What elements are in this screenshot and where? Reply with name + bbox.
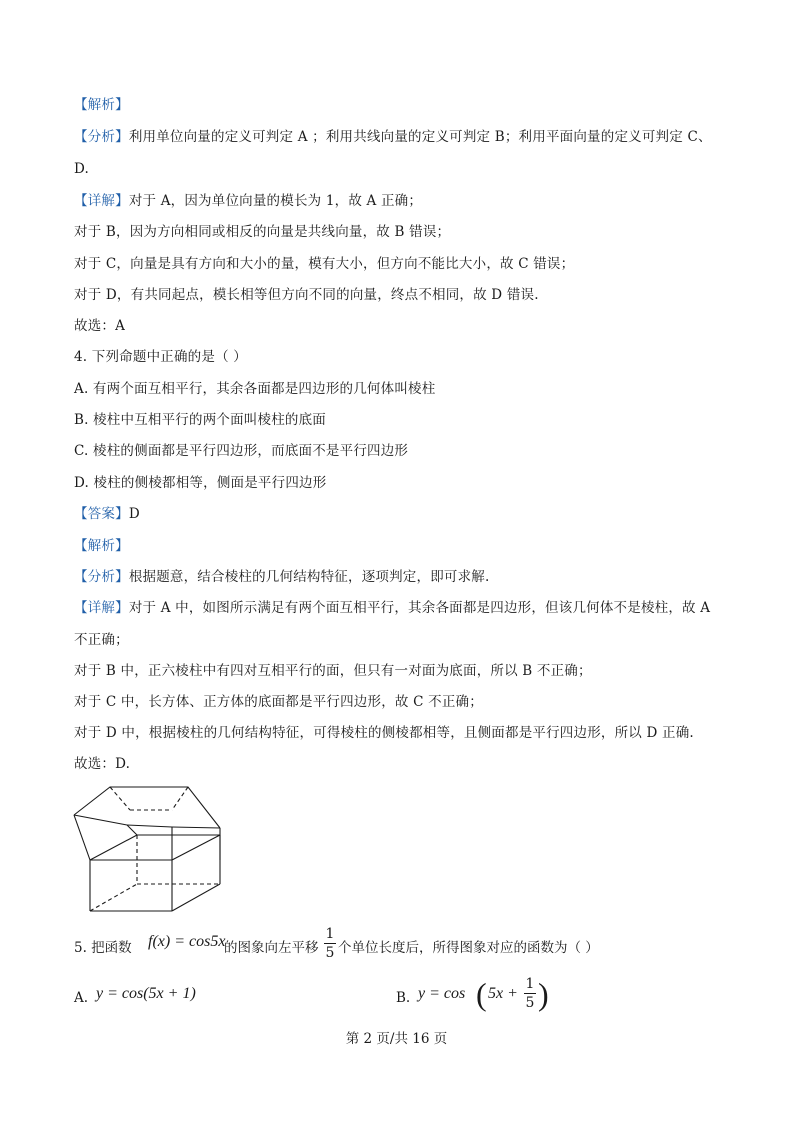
line-0 xyxy=(74,96,129,114)
answer-line: 【答案】D xyxy=(74,506,140,522)
line-1: 【分析】利用单位向量的定义可判定 A ；利用共线向量的定义可判定 B；利用平面向量的定义可判定 C、 xyxy=(74,129,712,145)
line-19: 对于 C 中，长方体、正方体的底面都是平行四边形，故 C 不正确； xyxy=(74,694,483,710)
solid-figure xyxy=(70,780,230,915)
question-4-stem: 4. 下列命题中正确的是（ ） xyxy=(74,349,247,365)
section-tag: 【答案】 xyxy=(74,506,129,522)
section-tag: 【解析】 xyxy=(74,538,129,554)
question-4-option-d: D. 棱柱的侧棱都相等，侧面是平行四边形 xyxy=(74,475,327,491)
section-tag: 【详解】 xyxy=(74,600,129,616)
line-3: 【详解】对于 A，因为单位向量的模长为 1，故 A 正确； xyxy=(74,193,423,209)
question-5-option-b: B. y = cos ( 5x + 1 5 ) xyxy=(396,976,549,1012)
option-b-expression: y = cos xyxy=(418,985,466,1002)
section-tag: 【解析】 xyxy=(74,97,129,113)
line-2: D. xyxy=(74,161,90,177)
question-5-stem: 5. 把函数 f(x) = cos5x 的图象向左平移 1 5 个单位长度后，所得图象对应的函数为（ ） xyxy=(74,926,599,961)
section-tag: 【分析】 xyxy=(74,569,129,585)
line-15: 【分析】根据题意，结合棱柱的几何结构特征，逐项判定，即可求解. xyxy=(74,569,490,585)
question-5-option-a: A. y = cos(5x + 1) xyxy=(74,985,196,1006)
question-4-option-b: B. 棱柱中互相平行的两个面叫棱柱的底面 xyxy=(74,412,327,428)
line-18: 对于 B 中，正六棱柱中有四对互相平行的面，但只有一对面为底面，所以 B 不正确； xyxy=(74,663,592,679)
question-4-option-a: A. 有两个面互相平行，其余各面都是四边形的几何体叫棱柱 xyxy=(74,381,436,397)
line-14 xyxy=(74,537,129,555)
shift-fraction: 1 5 xyxy=(325,926,335,961)
function-expression: f(x) = cos5x xyxy=(148,933,226,950)
line-6: 对于 D，有共同起点，模长相等但方向不同的向量，终点不相同，故 D 错误. xyxy=(74,287,539,303)
section-tag: 【详解】 xyxy=(74,193,129,209)
line-4: 对于 B，因为方向相同或相反的向量是共线向量，故 B 错误； xyxy=(74,224,451,240)
line-7: 故选：A xyxy=(74,318,126,334)
non-prism-solid-diagram xyxy=(70,780,230,915)
line-5: 对于 C，向量是具有方向和大小的量，模有大小，但方向不能比大小，故 C 错误； xyxy=(74,256,575,272)
page-number: 第 2 页/共 16 页 xyxy=(345,1031,448,1047)
line-16: 【详解】对于 A 中，如图所示满足有两个面互相平行，其余各面都是四边形，但该几何体不是棱柱，故 A xyxy=(74,600,711,616)
line-17: 不正确； xyxy=(74,632,129,648)
line-21: 故选：D. xyxy=(74,756,131,772)
option-b-fraction: 1 5 xyxy=(525,976,535,1011)
option-a-expression: y = cos(5x + 1) xyxy=(96,985,196,1002)
line-20: 对于 D 中，根据棱柱的几何结构特征，可得棱柱的侧棱都相等，且侧面都是平行四边形，所以 D 正确. xyxy=(74,725,694,741)
question-4-option-c: C. 棱柱的侧面都是平行四边形，而底面不是平行四边形 xyxy=(74,443,409,459)
section-tag: 【分析】 xyxy=(74,129,129,145)
